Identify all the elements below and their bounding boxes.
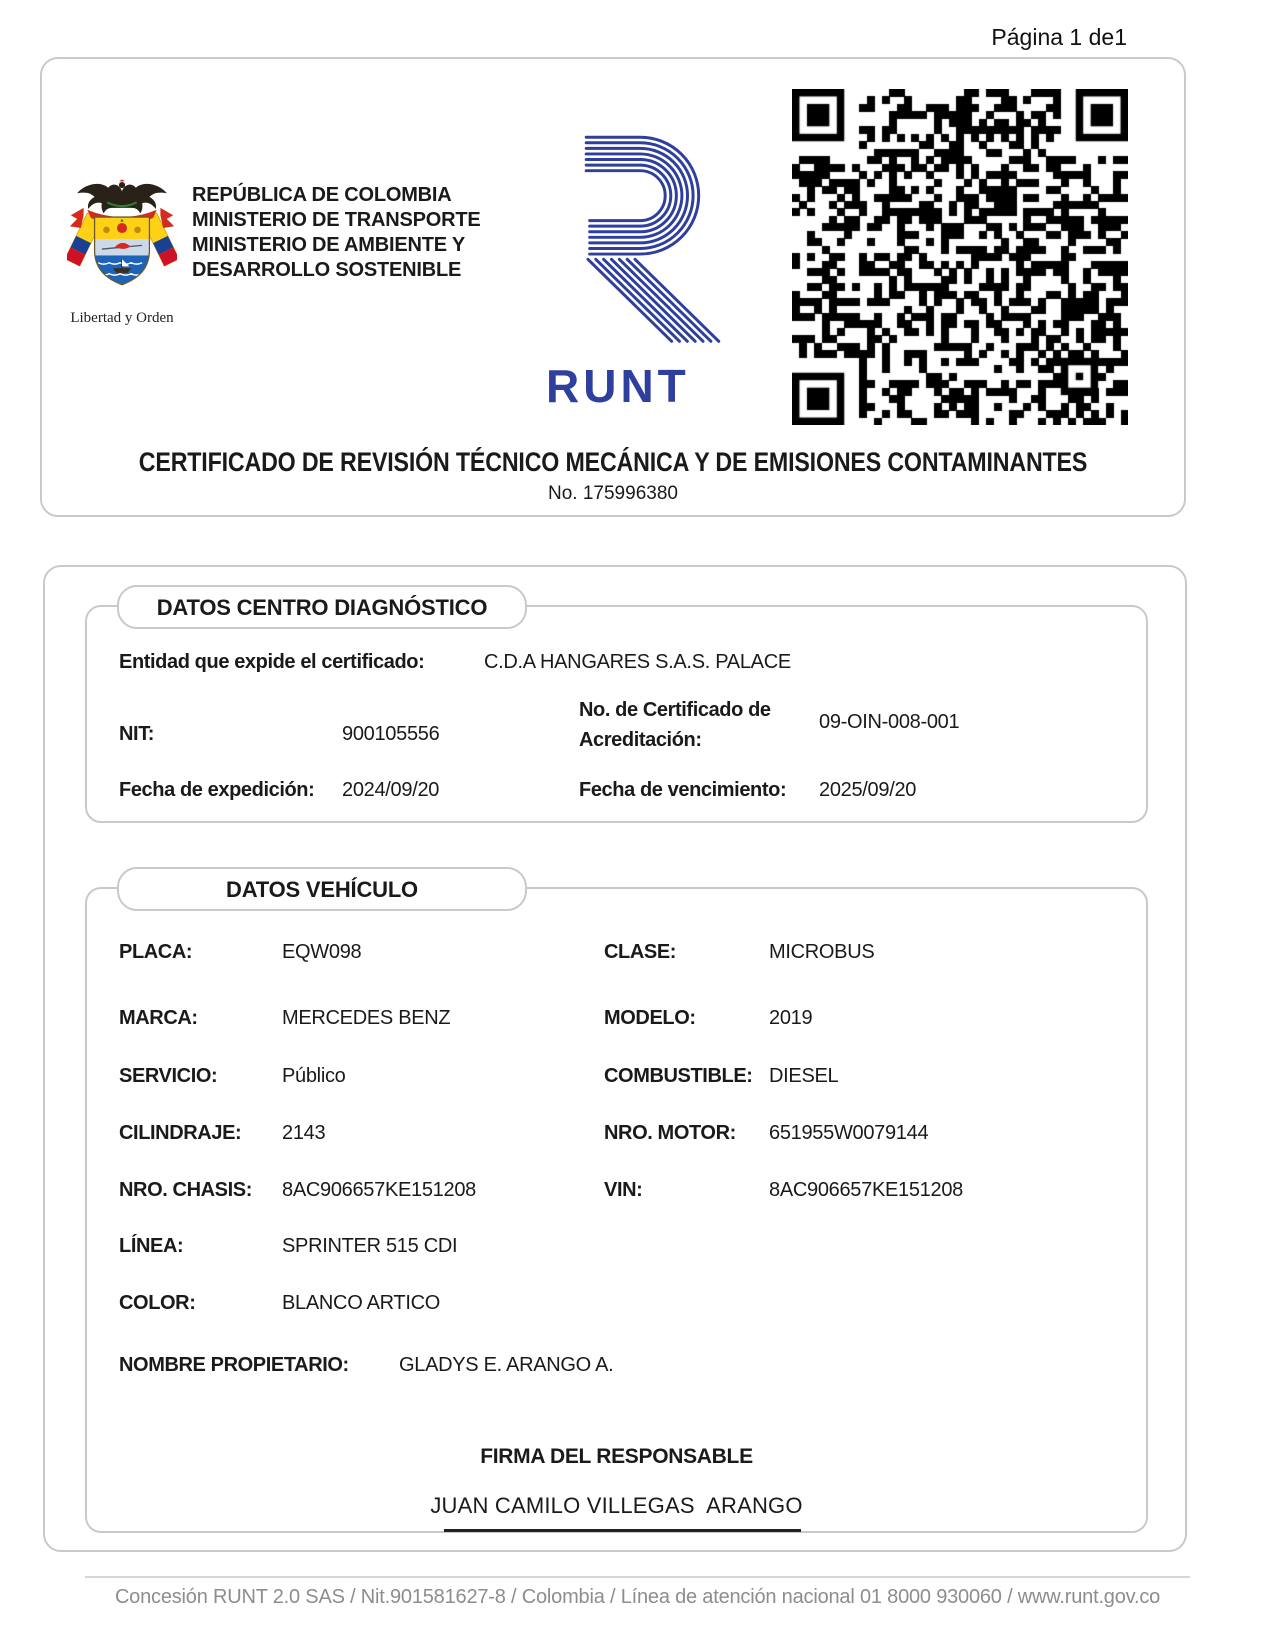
modelo-label: MODELO: xyxy=(604,1007,696,1029)
signature-name: JUAN CAMILO VILLEGAS ARANGO xyxy=(430,1493,803,1518)
clase-value: MICROBUS xyxy=(769,941,875,963)
ministry-line: DESARROLLO SOSTENIBLE xyxy=(192,259,462,281)
certificate-number: No. 175996380 xyxy=(548,483,678,504)
runt-r-icon xyxy=(542,125,742,350)
footer-divider xyxy=(85,1576,1190,1578)
linea-label: LÍNEA: xyxy=(119,1235,184,1257)
placa-value: EQW098 xyxy=(282,941,362,963)
combustible-value: DIESEL xyxy=(769,1065,839,1087)
propietario-value: GLADYS E. ARANGO A. xyxy=(399,1354,614,1376)
issue-date-label: Fecha de expedición: xyxy=(119,779,315,801)
ministry-line: REPÚBLICA DE COLOMBIA xyxy=(192,184,452,206)
section-title-vehicle: DATOS VEHÍCULO xyxy=(117,867,527,911)
footer-text: Concesión RUNT 2.0 SAS / Nit.901581627-8 / Colombia / Línea de atención nacional 01 8000 930060 / www.runt.gov.co xyxy=(114,1586,1161,1608)
coat-of-arms xyxy=(66,175,178,327)
modelo-value: 2019 xyxy=(769,1007,813,1029)
placa-label: PLACA: xyxy=(119,941,193,963)
servicio-label: SERVICIO: xyxy=(119,1065,218,1087)
expiry-date-label: Fecha de vencimiento: xyxy=(579,779,787,801)
certificate-body xyxy=(43,565,1187,1552)
nro-motor-value: 651955W0079144 xyxy=(769,1122,929,1144)
vin-value: 8AC906657KE151208 xyxy=(769,1179,963,1201)
nro-chasis-value: 8AC906657KE151208 xyxy=(282,1179,476,1201)
colombia-coat-of-arms-icon xyxy=(67,175,177,303)
ministry-heading xyxy=(192,183,481,283)
color-value: BLANCO ARTICO xyxy=(282,1292,440,1314)
qr-code xyxy=(792,89,1128,425)
marca-value: MERCEDES BENZ xyxy=(282,1007,451,1029)
certificate-title: CERTIFICADO DE REVISIÓN TÉCNICO MECÁNICA Y DE EMISIONES CONTAMINANTES xyxy=(138,447,1088,477)
entity-value: C.D.A HANGARES S.A.S. PALACE xyxy=(484,651,791,673)
cilindraje-value: 2143 xyxy=(282,1122,326,1144)
coat-of-arms-caption: Libertad y Orden xyxy=(70,310,174,326)
runt-logo xyxy=(542,125,752,413)
servicio-value: Público xyxy=(282,1065,346,1087)
nit-value: 900105556 xyxy=(342,723,440,745)
section-title-diagnostic-center: DATOS CENTRO DIAGNÓSTICO xyxy=(117,585,527,629)
signature-line xyxy=(444,1529,801,1532)
combustible-label: COMBUSTIBLE: xyxy=(604,1065,753,1087)
accreditation-label: No. de Certificado de Acreditación: xyxy=(579,699,771,751)
color-label: COLOR: xyxy=(119,1292,196,1314)
runt-logo-text: RUNT xyxy=(546,360,690,412)
marca-label: MARCA: xyxy=(119,1007,198,1029)
linea-value: SPRINTER 515 CDI xyxy=(282,1235,458,1257)
accreditation-value: 09-OIN-008-001 xyxy=(819,711,960,733)
vin-label: VIN: xyxy=(604,1179,643,1201)
cilindraje-label: CILINDRAJE: xyxy=(119,1122,242,1144)
section-vehicle xyxy=(85,877,1148,1533)
issue-date-value: 2024/09/20 xyxy=(342,779,440,801)
header-box xyxy=(40,57,1186,517)
nro-motor-label: NRO. MOTOR: xyxy=(604,1122,736,1144)
expiry-date-value: 2025/09/20 xyxy=(819,779,917,801)
ministry-line: MINISTERIO DE AMBIENTE Y xyxy=(192,234,466,256)
entity-label: Entidad que expide el certificado: xyxy=(119,651,425,673)
signature-title: FIRMA DEL RESPONSABLE xyxy=(480,1445,753,1468)
section-diagnostic-center xyxy=(85,595,1148,823)
nit-label: NIT: xyxy=(119,723,155,745)
page-indicator: Página 1 de1 xyxy=(991,24,1127,50)
nro-chasis-label: NRO. CHASIS: xyxy=(119,1179,252,1201)
ministry-line: MINISTERIO DE TRANSPORTE xyxy=(192,209,481,231)
propietario-label: NOMBRE PROPIETARIO: xyxy=(119,1354,349,1376)
clase-label: CLASE: xyxy=(604,941,677,963)
